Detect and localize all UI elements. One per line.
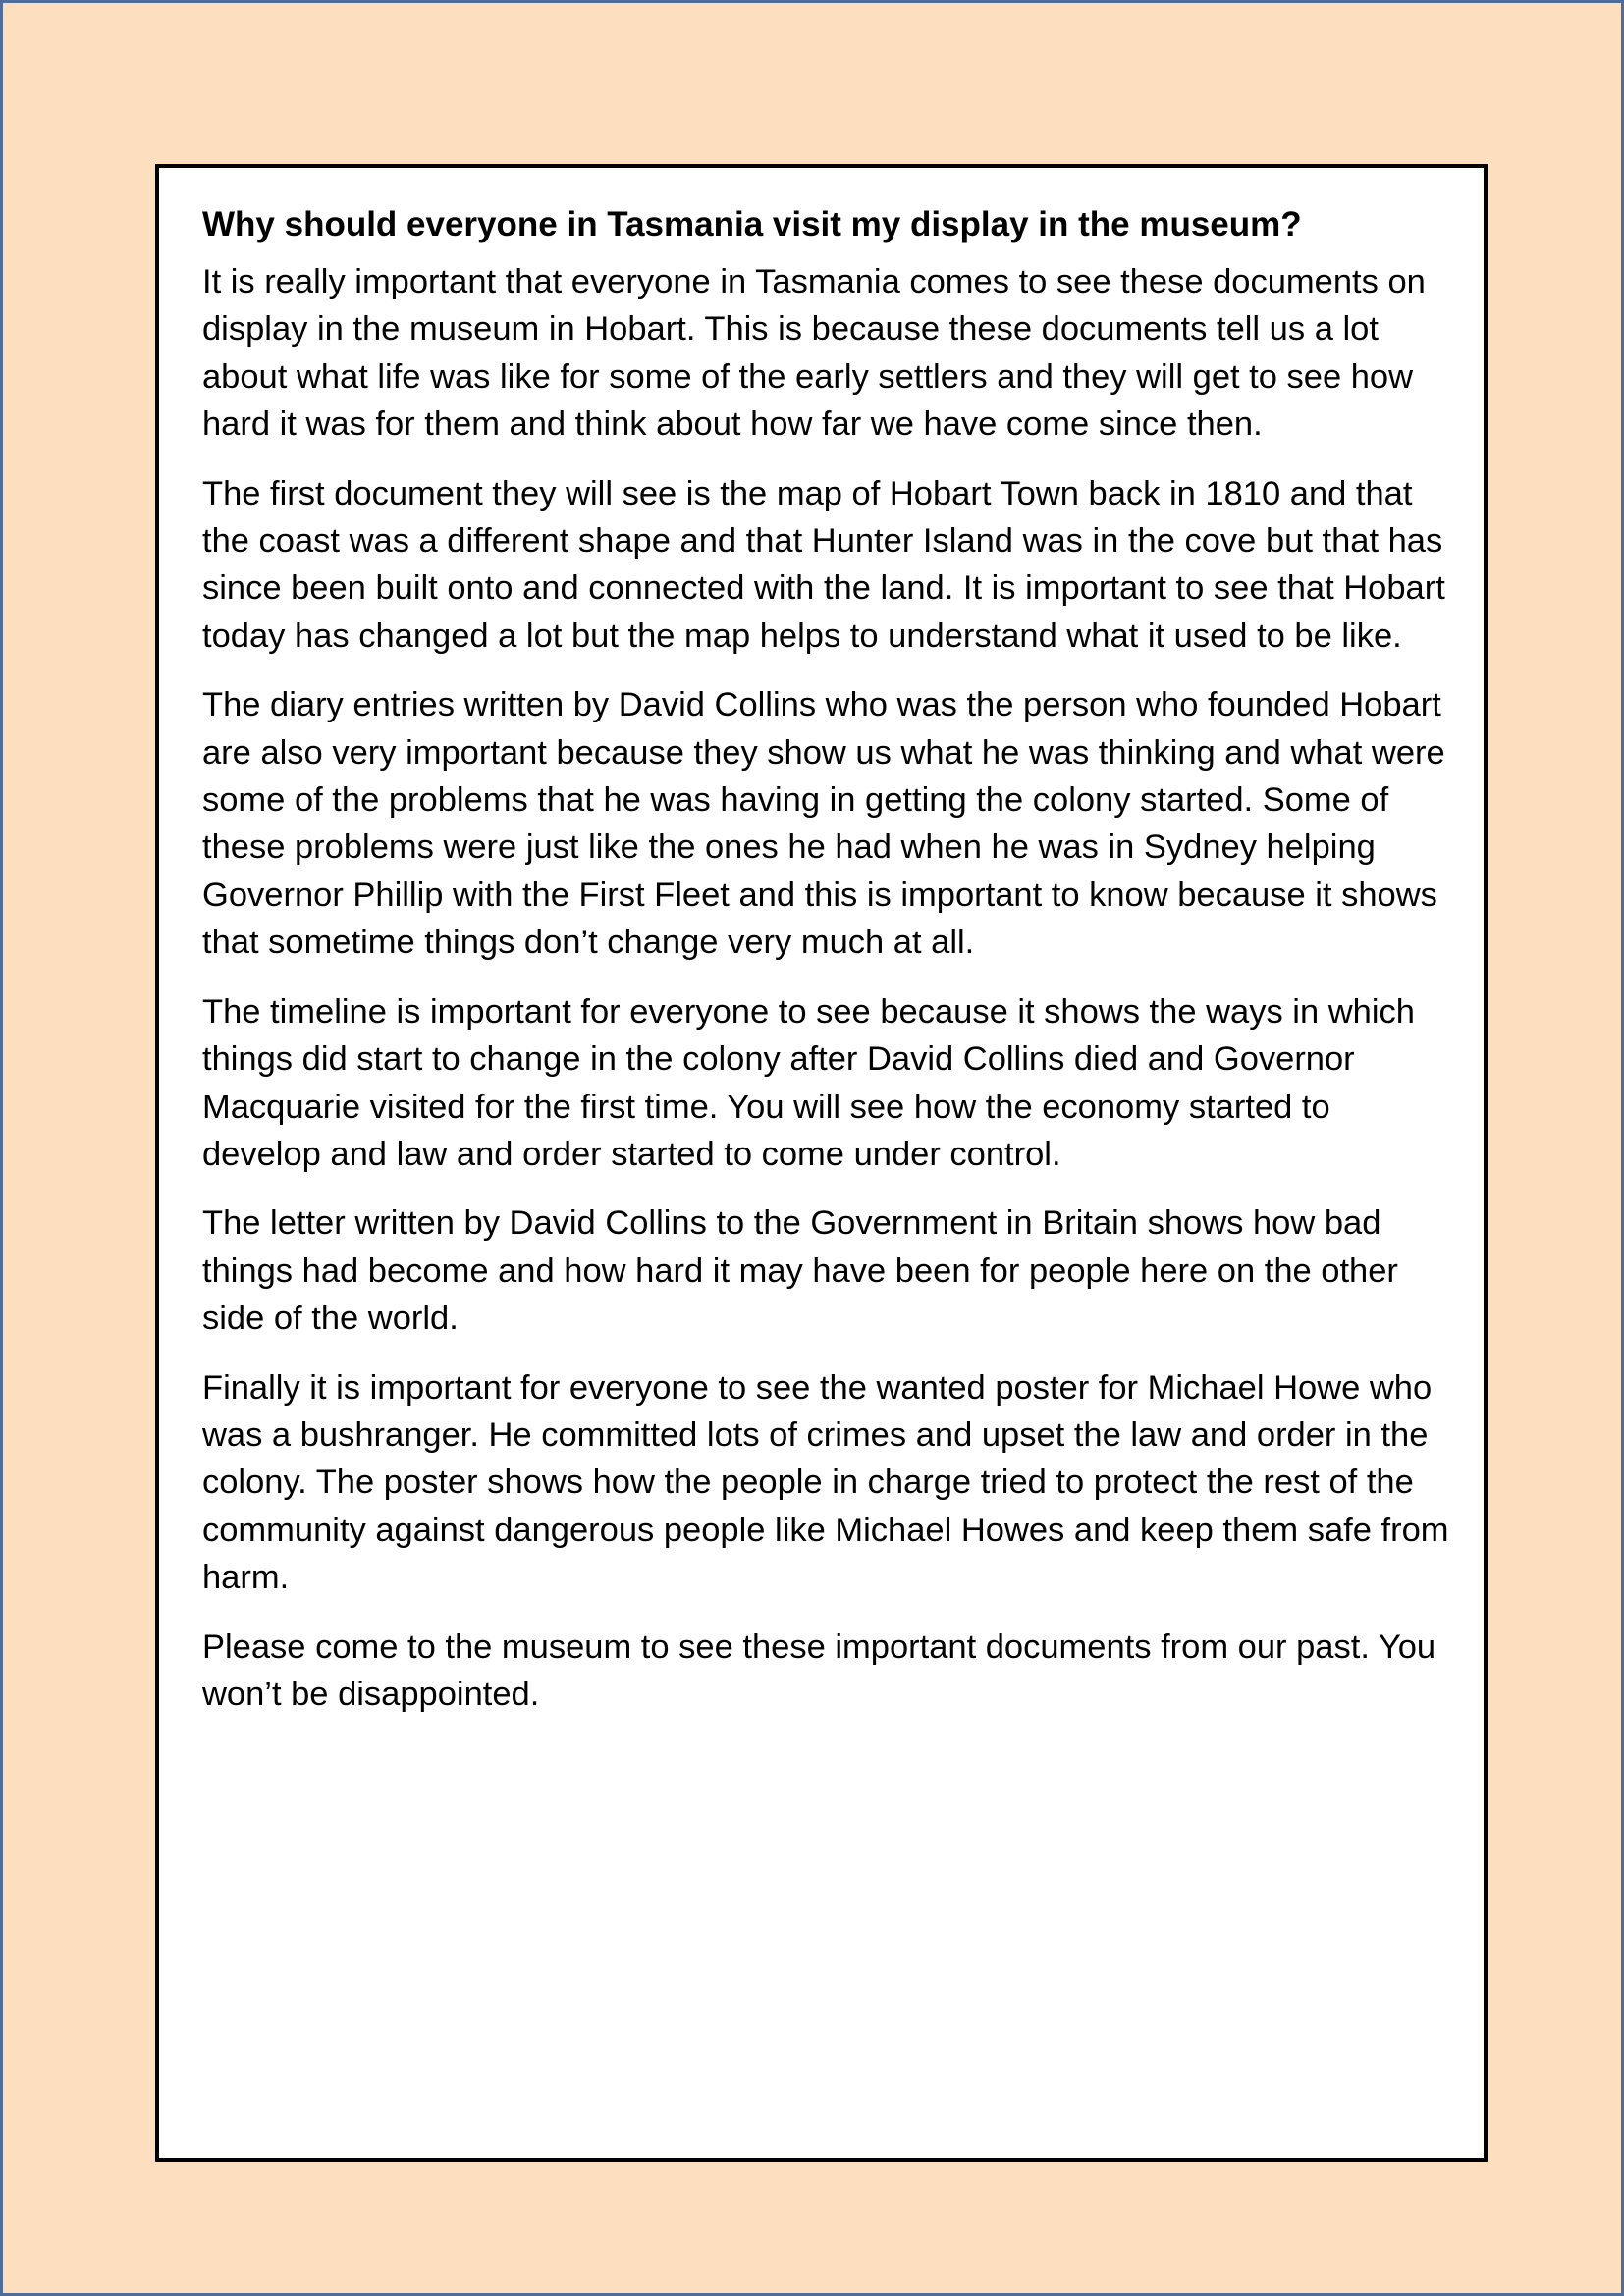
document-heading: Why should everyone in Tasmania visit my display in the museum? [202, 205, 1302, 243]
text-box [155, 164, 1488, 2162]
paragraph-intro: It is really important that everyone in Tasmania comes to see these documents on display in the museum in Hobart. This is because these documents tell us a lot about what life was like for some of the early settlers and they will get to see how hard it was for them and think about how far we have come since then. [202, 263, 1426, 444]
paragraph-letter: The letter written by David Collins to the Government in Britain shows how bad things had become and how hard it may have been for people here on the other side of the world. [202, 1204, 1398, 1338]
paragraph-map: The first document they will see is the map of Hobart Town back in 1810 and that the coast was a different shape and that Hunter Island was in the cove but that has since been built onto and connected with the land. It is important to see that Hobart today has changed a lot but the map helps to understand what it used to be like. [202, 474, 1445, 655]
paragraph-timeline: The timeline is important for everyone to see because it shows the ways in which things did start to change in the colony after David Collins died and Governor Macquarie visited for the first time. You will see how the economy started to develop and law and order started to come under control. [202, 992, 1415, 1173]
paragraph-diary: The diary entries written by David Collins who was the person who founded Hobart are also very important because they show us what he was thinking and what were some of the problems that he was having in getting the colony started. Some of these problems were just like the ones he had when he was in Sydney helping Governor Phillip with the First Fleet and this is important to know because it shows that sometime things don’t change very much at all. [202, 686, 1445, 962]
paragraph-wanted-poster: Finally it is important for everyone to see the wanted poster for Michael Howe who was a bushranger. He committed lots of crimes and upset the law and order in the colony. The poster shows how the people in charge tried to protect the rest of the community against dangerous people like Michael Howes and keep them safe from harm. [202, 1368, 1449, 1597]
paragraph-closing: Please come to the museum to see these important documents from our past. You won’t be disappointed. [202, 1628, 1436, 1713]
